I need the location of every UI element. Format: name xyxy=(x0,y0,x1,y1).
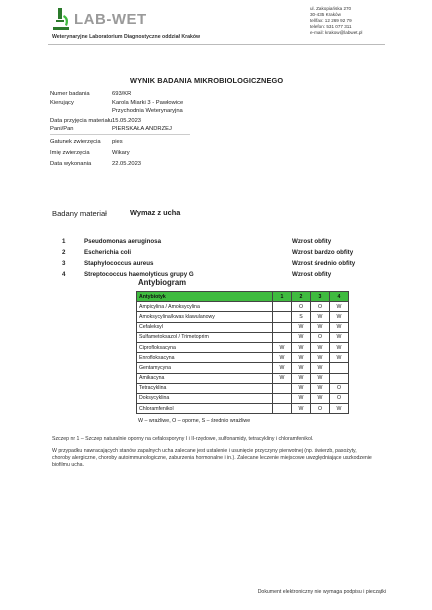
susceptibility-cell: W xyxy=(292,383,311,393)
info-label: Pani/Pan xyxy=(50,126,74,132)
table-row xyxy=(137,373,349,383)
lab-logo xyxy=(50,6,295,42)
antibiotic-name: Amoksycylina/kwas klawulanowy xyxy=(137,312,273,322)
susceptibility-cell xyxy=(330,363,349,373)
susceptibility-cell: W xyxy=(311,312,330,322)
lab-address xyxy=(310,6,390,36)
organism-number: 1 xyxy=(62,238,66,245)
address-line: telefon: 531 077 311 xyxy=(310,24,352,29)
organism-growth: Wzrost obfity xyxy=(292,238,332,245)
susceptibility-cell: O xyxy=(292,302,311,312)
antibiotic-name: Ampicylina / Amoksycylina xyxy=(137,302,273,312)
antibiotic-name: Doksycyklina xyxy=(137,393,273,403)
susceptibility-cell: W xyxy=(292,393,311,403)
susceptibility-cell: W xyxy=(311,363,330,373)
organism-name: Staphylococcus aureus xyxy=(84,260,154,267)
susceptibility-cell: W xyxy=(273,342,292,352)
organism-name: Escherichia coli xyxy=(84,249,132,256)
susceptibility-cell: W xyxy=(292,353,311,363)
footer-note: Dokument elektroniczny nie wymaga podpisu i pieczątki xyxy=(257,589,386,595)
table-header-row xyxy=(137,292,349,302)
antibiotic-name: Amikacyna xyxy=(137,373,273,383)
organism-growth: Wzrost średnio obfity xyxy=(292,260,356,267)
address-line: ul. Zakopiańska 270 xyxy=(310,6,352,11)
susceptibility-cell: W xyxy=(330,404,349,414)
susceptibility-cell xyxy=(273,383,292,393)
susceptibility-cell: W xyxy=(330,353,349,363)
note-recommendation: W przypadku nawracających stanów zapalnych ucha zalecane jest ustalenie i usunięcie przyczyny pierwotnej (np. świerzb, pasożyty, choroby alergiczne, choroby autoimmunologiczne, zaburzenia hormonalne i in.). Zalecane leczenie miejscowe uwzględniające uszkodzenie biofilmu ucha. xyxy=(52,448,372,468)
info-label: Gatunek zwierzęcia xyxy=(50,139,101,145)
organism-number: 2 xyxy=(62,249,66,256)
susceptibility-cell: O xyxy=(311,332,330,342)
susceptibility-cell xyxy=(273,393,292,403)
info-label: Data wykonania xyxy=(50,161,92,167)
organism-number: 4 xyxy=(62,271,66,278)
table-row xyxy=(137,393,349,403)
info-value: PIERSKAŁA ANDRZEJ xyxy=(112,126,172,132)
column-header: 2 xyxy=(292,292,311,302)
organism-name: Pseudomonas aeruginosa xyxy=(84,238,162,245)
address-line: 30-435 Kraków xyxy=(310,12,341,17)
antibiotic-name: Chloramfenikol xyxy=(137,404,273,414)
susceptibility-cell: W xyxy=(311,393,330,403)
material-value: Wymaz z ucha xyxy=(130,208,181,217)
organism-name: Streptococcus haemolyticus grupy G xyxy=(84,271,194,278)
info-label: Data przyjęcia materiału xyxy=(50,118,113,124)
susceptibility-cell: W xyxy=(330,332,349,342)
susceptibility-cell: W xyxy=(311,342,330,352)
susceptibility-cell: W xyxy=(292,332,311,342)
info-value: Wikary xyxy=(112,150,130,156)
table-row xyxy=(137,312,349,322)
susceptibility-cell: W xyxy=(273,373,292,383)
susceptibility-cell xyxy=(273,312,292,322)
antibiotic-name: Cefaleksyl xyxy=(137,322,273,332)
header-divider xyxy=(48,44,385,45)
susceptibility-cell: W xyxy=(273,353,292,363)
susceptibility-cell: W xyxy=(292,363,311,373)
antibiotic-name: Tetracyklina xyxy=(137,383,273,393)
info-label: Imię zwierzęcia xyxy=(50,150,90,156)
susceptibility-cell: W xyxy=(292,342,311,352)
susceptibility-cell xyxy=(273,322,292,332)
susceptibility-cell: W xyxy=(311,383,330,393)
info-label: Numer badania xyxy=(50,91,90,97)
column-header: 3 xyxy=(311,292,330,302)
microscope-logo-icon xyxy=(50,6,72,32)
susceptibility-cell: O xyxy=(311,302,330,312)
table-row xyxy=(137,322,349,332)
info-label: Kierujący xyxy=(50,100,74,106)
table-row xyxy=(137,363,349,373)
susceptibility-cell: W xyxy=(330,302,349,312)
material-label: Badany materiał xyxy=(52,209,107,218)
info-value: pies xyxy=(112,139,123,145)
susceptibility-cell: W xyxy=(311,322,330,332)
table-row xyxy=(137,404,349,414)
table-row xyxy=(137,383,349,393)
antibiogram-title: Antybiogram xyxy=(138,278,187,287)
susceptibility-cell: O xyxy=(330,383,349,393)
susceptibility-cell xyxy=(273,332,292,342)
info-value: Karola Miarki 3 - Pawłowice xyxy=(112,100,184,106)
susceptibility-cell: W xyxy=(311,373,330,383)
table-row xyxy=(137,342,349,352)
antibiotic-name: Gentamycyna xyxy=(137,363,273,373)
table-row xyxy=(137,353,349,363)
column-header: 1 xyxy=(273,292,292,302)
info-value: Przychodnia Weterynaryjna xyxy=(112,108,183,114)
info-divider xyxy=(50,134,190,135)
antibiotic-name: Ciprofloksacyna xyxy=(137,342,273,352)
antibiogram-table xyxy=(136,291,349,414)
susceptibility-cell xyxy=(330,373,349,383)
address-line: tel/fax: 12 269 92 79 xyxy=(310,18,352,23)
antibiotic-name: Enrofloksacyna xyxy=(137,353,273,363)
organism-growth: Wzrost obfity xyxy=(292,271,332,278)
susceptibility-cell: S xyxy=(292,312,311,322)
organism-growth: Wzrost bardzo obfity xyxy=(292,249,354,256)
organism-number: 3 xyxy=(62,260,66,267)
susceptibility-cell: W xyxy=(330,322,349,332)
susceptibility-cell: W xyxy=(330,342,349,352)
table-row xyxy=(137,332,349,342)
info-value: 693/KR xyxy=(112,91,132,97)
susceptibility-cell: O xyxy=(311,404,330,414)
note-strain-1: Szczep nr 1 – Szczep naturalnie oporny na cefalosporyny I i II-rzędowe, sulfonamidy, tetracykliny i chloramfenikol. xyxy=(52,436,314,442)
info-value: 15.05.2023 xyxy=(112,118,142,124)
susceptibility-cell: W xyxy=(330,312,349,322)
table-row xyxy=(137,302,349,312)
susceptibility-cell: W xyxy=(292,322,311,332)
report-title: WYNIK BADANIA MIKROBIOLOGICZNEGO xyxy=(130,76,284,85)
susceptibility-cell: W xyxy=(311,353,330,363)
antibiogram-legend: W – wrażliwe, O – oporne, S – średnio wrażliwe xyxy=(138,418,251,424)
column-header: 4 xyxy=(330,292,349,302)
susceptibility-cell: W xyxy=(273,363,292,373)
susceptibility-cell: W xyxy=(292,373,311,383)
antibiotic-name: Sulfametoksazol / Trimetoprim xyxy=(137,332,273,342)
susceptibility-cell: O xyxy=(330,393,349,403)
susceptibility-cell: W xyxy=(292,404,311,414)
susceptibility-cell xyxy=(273,404,292,414)
lab-logo-text: LAB-WET xyxy=(74,11,147,28)
lab-subtitle: Weterynaryjne Laboratorium Diagnostyczne oddział Kraków xyxy=(52,34,201,40)
column-header: Antybiotyk xyxy=(137,292,273,302)
info-value: 22.05.2023 xyxy=(112,161,142,167)
susceptibility-cell xyxy=(273,302,292,312)
address-line: e-mail: krakow@labwet.pl xyxy=(310,30,363,35)
